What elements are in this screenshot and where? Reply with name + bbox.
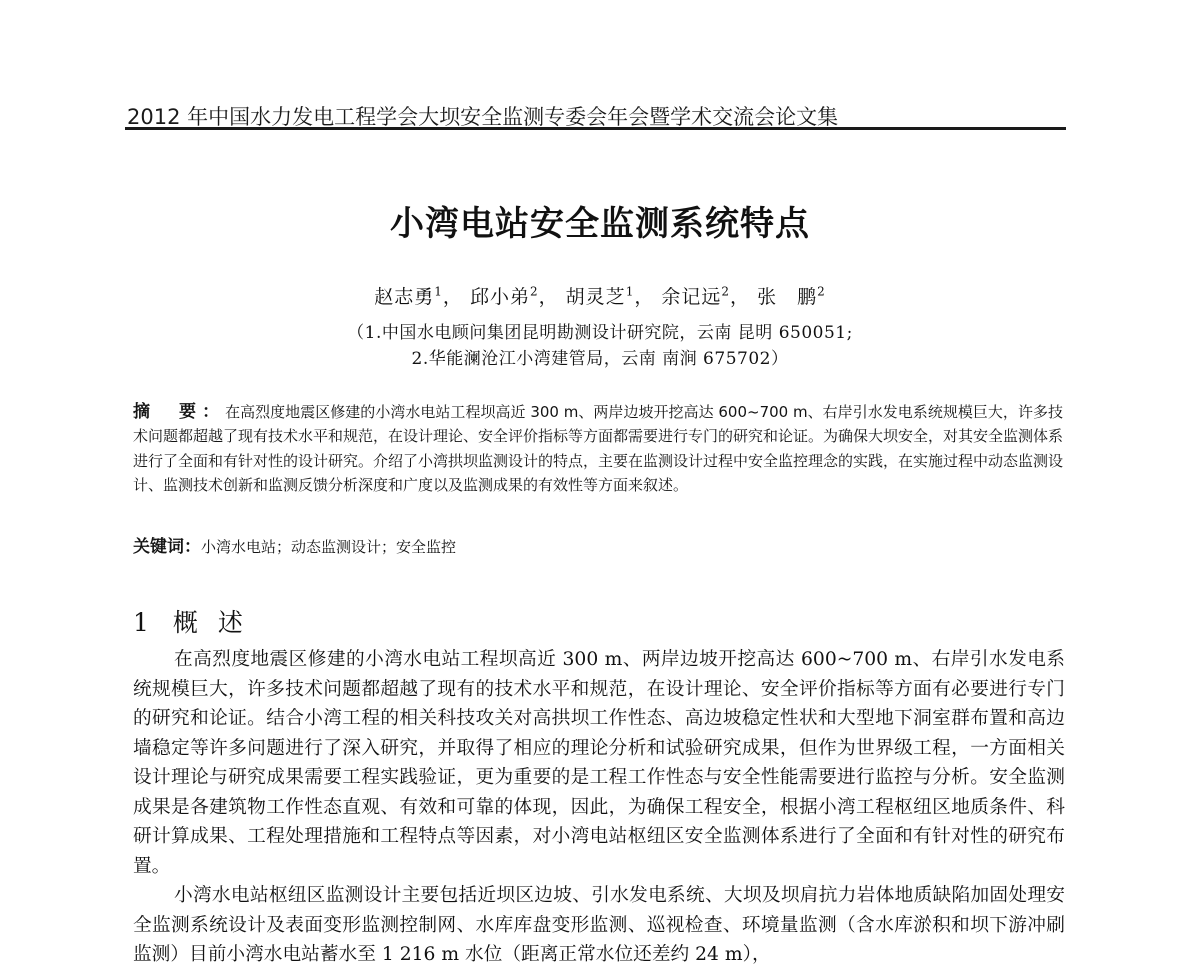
author-line: 赵志勇$^1$， 邱小弟$^2$， 胡灵芝$^1$， 余记远$^2$， 张 鹏$^2$ xyxy=(374,284,826,308)
affiliation-line-1: （1.中国水电顾问集团昆明勘测设计研究院，云南 昆明 650051; xyxy=(347,323,853,343)
author-name: 张 鹏 xyxy=(757,286,818,308)
keywords xyxy=(133,535,1063,559)
keywords-text: 小湾水电站；动态监测设计；安全监控 xyxy=(201,538,457,556)
header-rule xyxy=(125,127,1066,130)
abstract-text: 在高烈度地震区修建的小湾水电站工程坝高近 300 m、两岸边坡开挖高达 600~700 m、右岸引水发电系统规模巨大，许多技术问题都超越了现有技术水平和规范，在设计理论、安全评价指标等方面都需要进行专门的研究和论证。为确保大坝安全，对其安全监测体系进行了全面和有针对性的设计研究。介绍了小湾拱坝监测设计的特点，主要在监测设计过程中安全监控理念的实践，在实施过程中动态监测设计、监测技术创新和监测反馈分析深度和广度以及监测成果的有效性等方面来叙述。 xyxy=(133,403,1064,495)
abstract-label: 摘 要： xyxy=(133,402,226,422)
author-name: 赵志勇 xyxy=(374,286,435,308)
keywords-label: 关键词： xyxy=(133,537,201,557)
author-affiliation-mark: 2 xyxy=(721,284,731,299)
section-title: 概述 xyxy=(172,608,263,637)
abstract xyxy=(133,400,1063,498)
author-affiliation-mark: 2 xyxy=(817,284,826,299)
author-name: 胡灵芝 xyxy=(565,286,626,308)
paper-title: 小湾电站安全监测系统特点 xyxy=(390,204,810,244)
section-heading xyxy=(133,603,263,639)
body-paragraph-1: 在高烈度地震区修建的小湾水电站工程坝高近 300 m、两岸边坡开挖高达 600~700 m、右岸引水发电系统规模巨大，许多技术问题都超越了现有的技术水平和规范，在设计理论、安全评价指标等方面有必要进行专门的研究和论证。结合小湾工程的相关科技攻关对高拱坝工作性态、高边坡稳定性状和大型地下洞室群布置和高边墙稳定等许多问题进行了深入研究，并取得了相应的理论分析和试验研究成果，但作为世界级工程，一方面相关设计理论与研究成果需要工程实践验证，更为重要的是工程工作性态与安全性能需要进行监控与分析。安全监测成果是各建筑物工作性态直观、有效和可靠的体现，因此，为确保工程安全，根据小湾工程枢纽区地质条件、科研计算成果、工程处理措施和工程特点等因素，对小湾电站枢纽区安全监测体系进行了全面和有针对性的研究布置。 xyxy=(133,649,1065,877)
affiliation-line-2: 2.华能澜沧江小湾建管局，云南 南涧 675702） xyxy=(411,349,789,369)
author-affiliation-mark: 2 xyxy=(529,284,539,299)
section-number: 1 xyxy=(133,608,151,637)
author-affiliation-mark: 1 xyxy=(625,284,635,299)
author-name: 余记远 xyxy=(661,286,722,308)
running-header: 2012 年中国水力发电工程学会大坝安全监测专委会年会暨学术交流会论文集 xyxy=(127,105,839,129)
author-name: 邱小弟 xyxy=(469,286,530,308)
body-paragraph-2: 小湾水电站枢纽区监测设计主要包括近坝区边坡、引水发电系统、大坝及坝肩抗力岩体地质缺陷加固处理安全监测系统设计及表面变形监测控制网、水库库盘变形监测、巡视检查、环境量监测（含水库淤积和坝下游冲刷监测）目前小湾水电站蓄水至 1 216 m 水位（距离正常水位还差约 24 m）， xyxy=(133,885,1065,965)
author-affiliation-mark: 1 xyxy=(434,284,443,299)
